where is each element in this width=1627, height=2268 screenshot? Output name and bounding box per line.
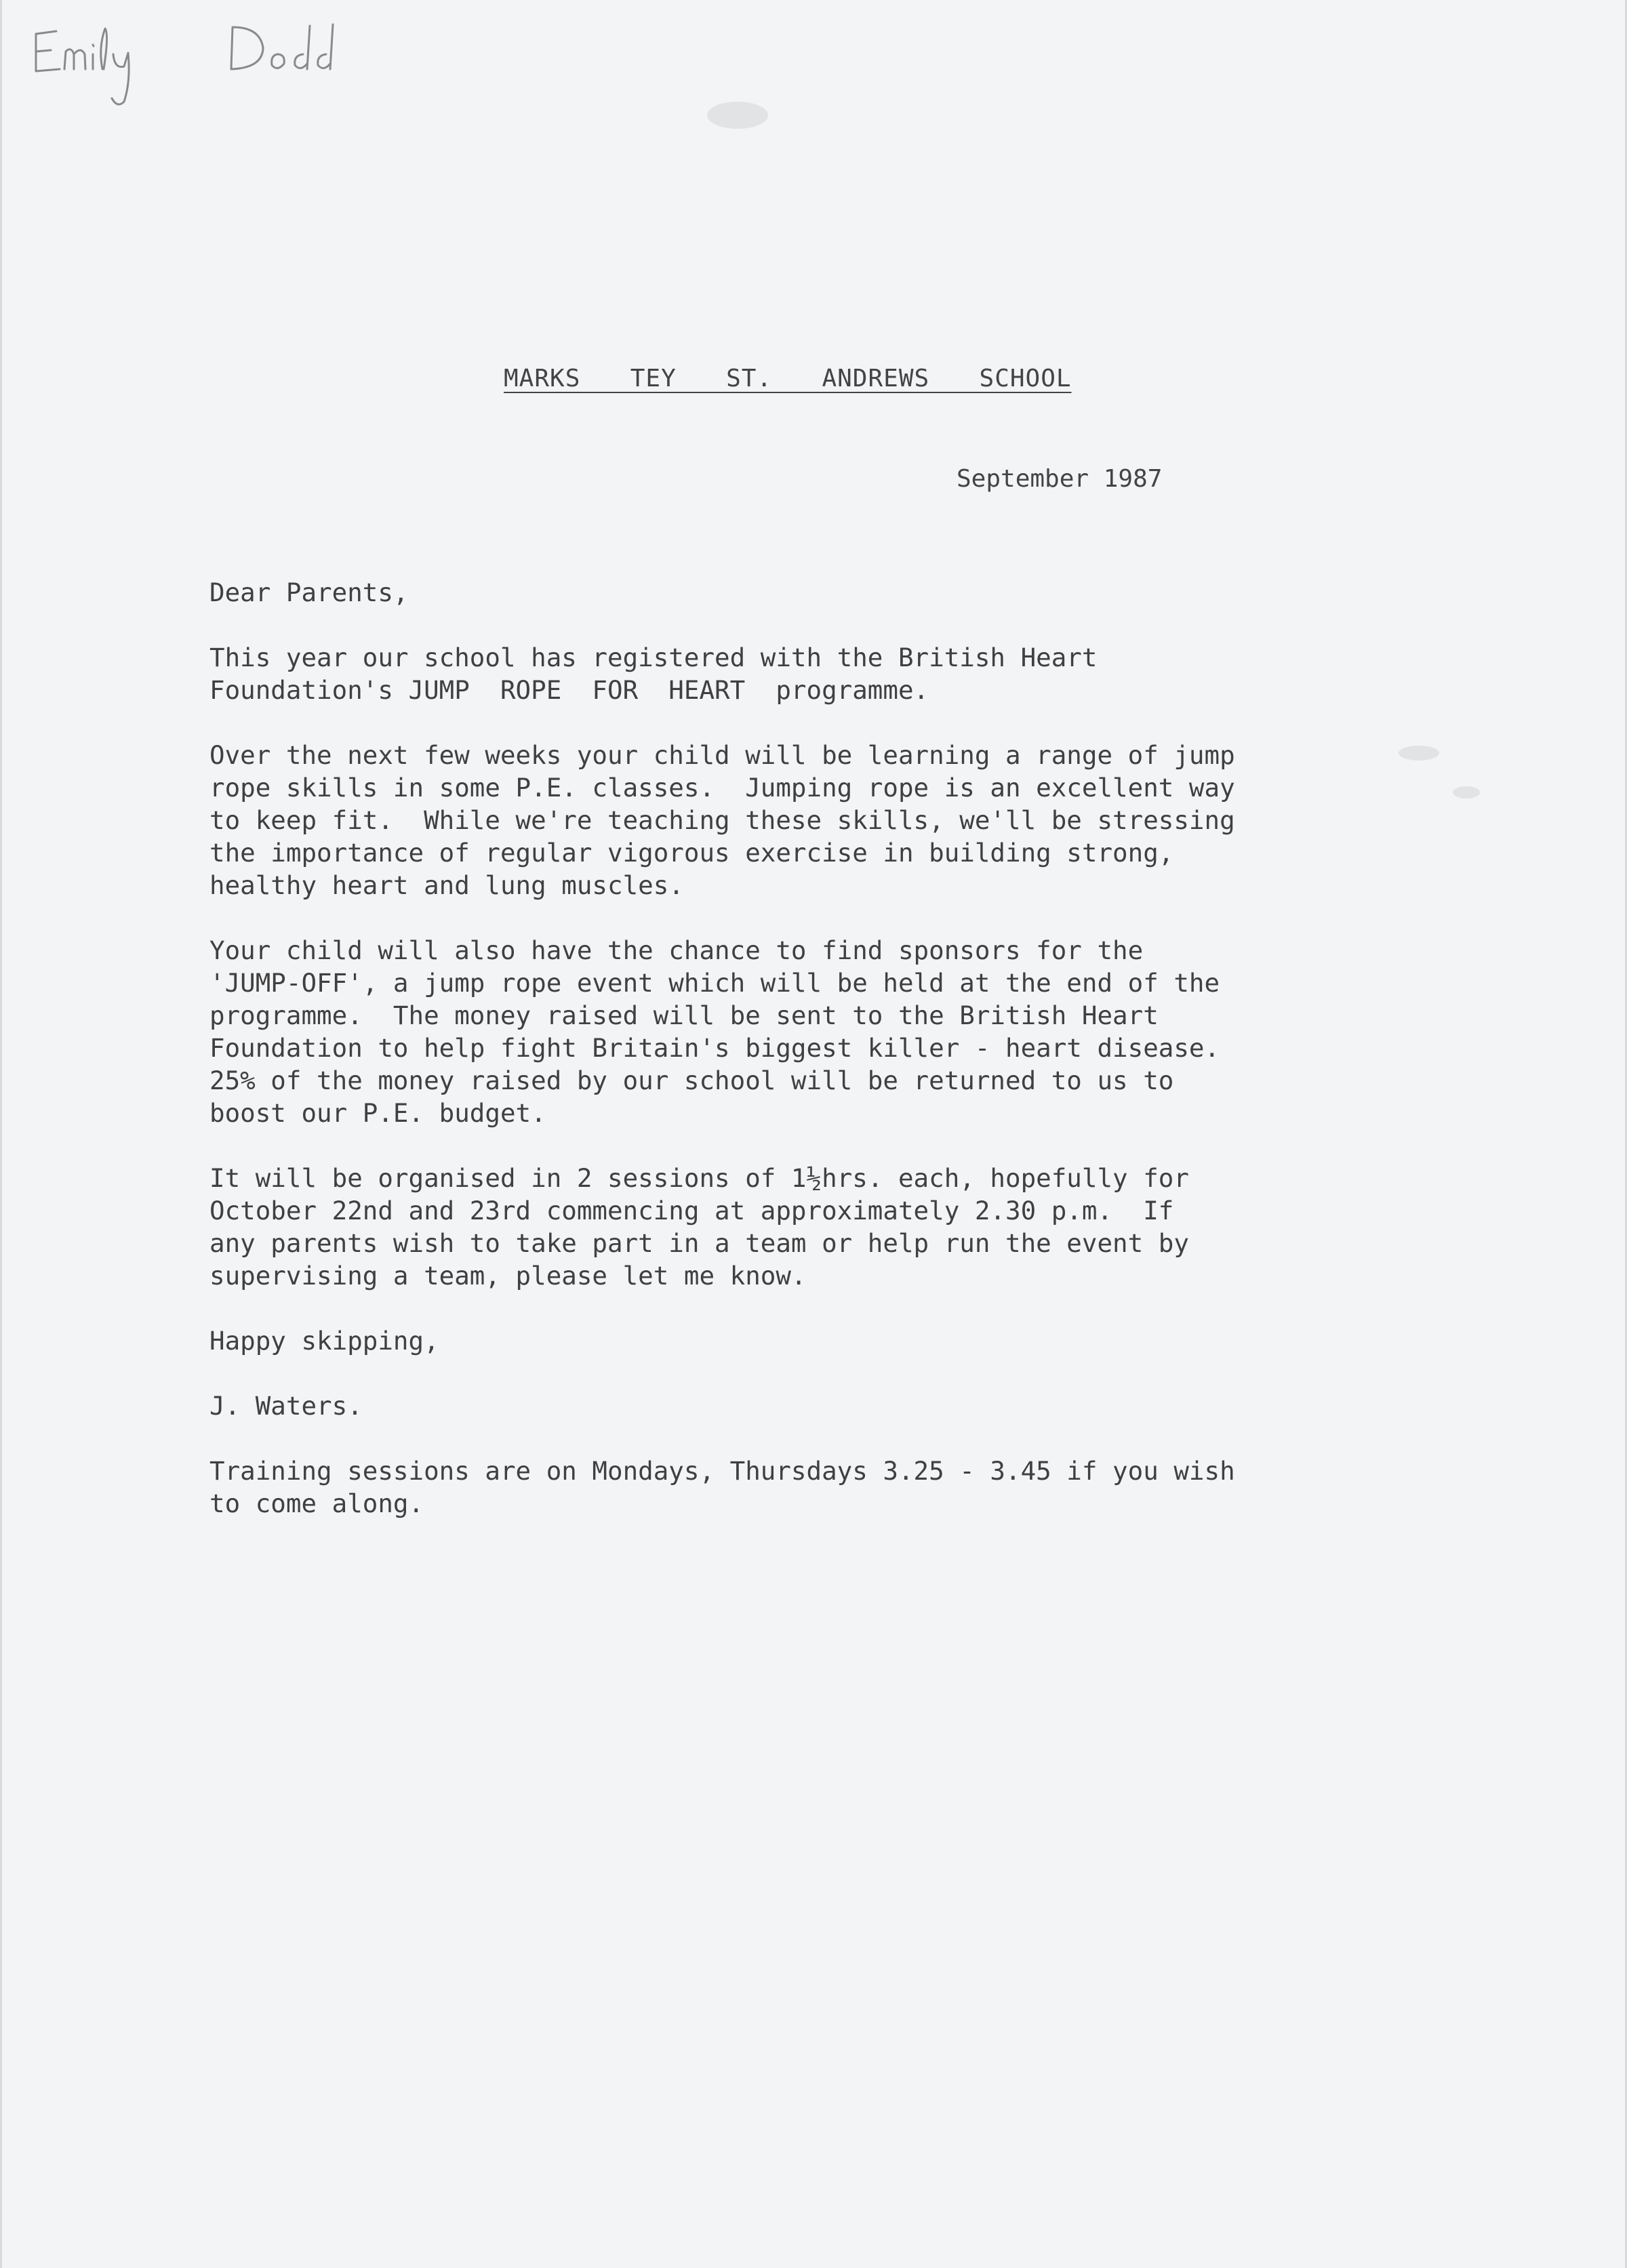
paragraph-line: programme. The money raised will be sent to the British Heart <box>209 1000 1159 1030</box>
paragraph-line: October 22nd and 23rd commencing at approximately 2.30 p.m. If <box>209 1196 1174 1226</box>
paragraph-line: supervising a team, please let me know. <box>209 1261 807 1291</box>
paragraph-registration <box>209 641 1375 706</box>
paragraph-line: healthy heart and lung muscles. <box>209 870 684 900</box>
handwritten-name-signature <box>22 7 348 108</box>
paragraph-line: 'JUMP-OFF', a jump rope event which will be held at the end of the <box>209 968 1220 998</box>
signature: J. Waters. <box>209 1391 363 1421</box>
paragraph-line: the importance of regular vigorous exercise in building strong, <box>209 838 1174 868</box>
paragraph-line: to keep fit. While we're teaching these skills, we'll be stressing <box>209 805 1235 835</box>
closing: Happy skipping, <box>209 1326 439 1356</box>
salutation: Dear Parents, <box>209 578 409 607</box>
paragraph-line: Your child will also have the chance to find sponsors for the <box>209 935 1144 965</box>
paragraph-line: Training sessions are on Mondays, Thursdays 3.25 - 3.45 if you wish <box>209 1456 1235 1486</box>
paragraph-skills <box>209 739 1375 902</box>
postscript <box>209 1455 1375 1520</box>
paragraph-line: to come along. <box>209 1489 424 1518</box>
paper-mark <box>1453 786 1480 798</box>
paragraph-line: It will be organised in 2 sessions of 1½hrs. each, hopefully for <box>209 1163 1189 1193</box>
paragraph-line: This year our school has registered with the British Heart <box>209 643 1098 672</box>
paragraph-line: any parents wish to take part in a team or help run the event by <box>209 1228 1189 1258</box>
paragraph-sessions <box>209 1162 1375 1292</box>
paragraph-sponsorship <box>209 934 1375 1129</box>
paper-mark <box>1399 746 1439 761</box>
school-name-heading: MARKS TEY ST. ANDREWS SCHOOL <box>504 365 1072 392</box>
paragraph-line: Over the next few weeks your child will be learning a range of jump <box>209 740 1235 770</box>
paragraph-line: 25% of the money raised by our school will be returned to us to <box>209 1066 1174 1095</box>
paragraph-line: Foundation's JUMP ROPE FOR HEART programme. <box>209 675 929 705</box>
paragraph-line: rope skills in some P.E. classes. Jumping rope is an excellent way <box>209 773 1235 803</box>
handwritten-name-note <box>22 7 348 108</box>
paragraph-line: Foundation to help fight Britain's biggest killer - heart disease. <box>209 1033 1220 1063</box>
paper-mark <box>707 102 768 129</box>
letter-body <box>209 576 1375 1520</box>
paragraph-line: boost our P.E. budget. <box>209 1098 546 1128</box>
letter-date: September 1987 <box>957 465 1163 493</box>
